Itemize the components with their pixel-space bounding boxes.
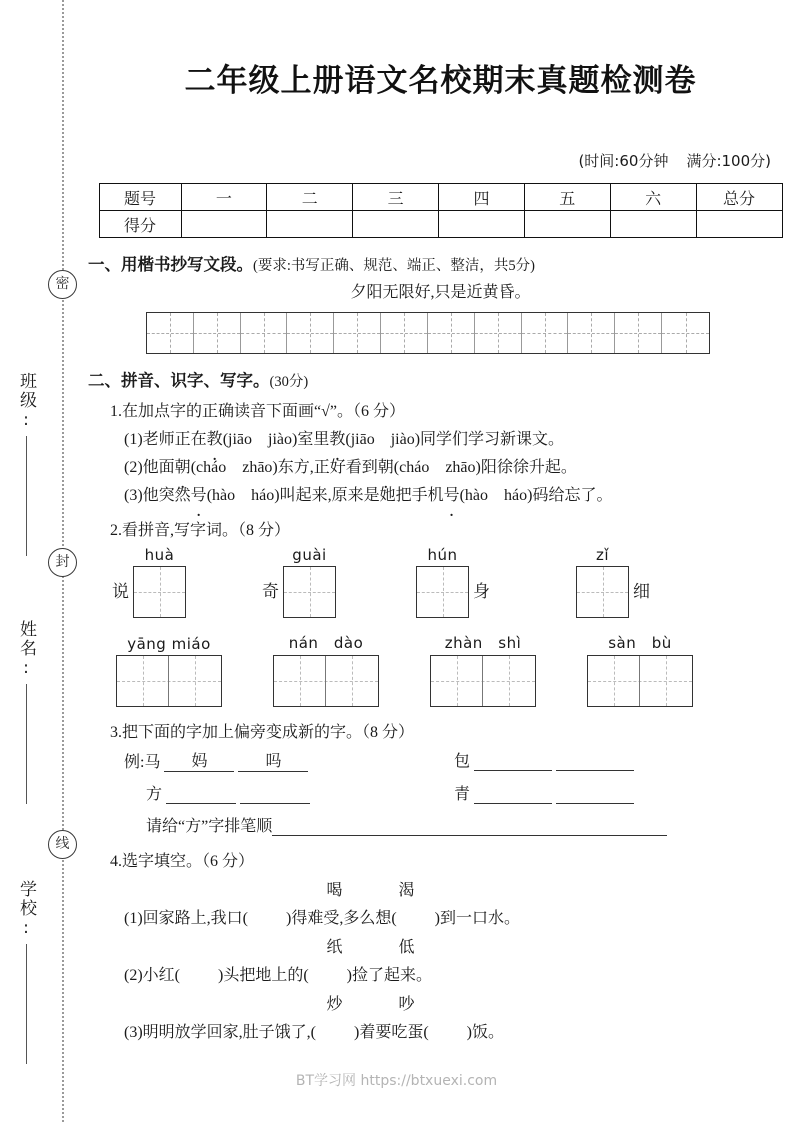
sealing-margin	[0, 0, 88, 1122]
q1-item-1-dotchar2: 教	[329, 431, 346, 448]
box-half[interactable]	[274, 656, 326, 706]
q1-item-3-options1[interactable]: (hào háo)	[206, 487, 280, 504]
q2-write-box[interactable]	[133, 566, 186, 618]
q1-item-1-dotchar1: 教	[206, 431, 223, 448]
q4-prompt: 4.选字填空。（6 分）	[110, 853, 255, 870]
q2-left-char	[568, 602, 576, 618]
grid-cell[interactable]	[241, 313, 288, 353]
q3-blank[interactable]	[474, 752, 552, 771]
grid-cell[interactable]	[522, 313, 569, 353]
q4-item-3-text3: )饭。	[466, 1024, 505, 1041]
section-1-heading	[88, 251, 793, 275]
q3-blank[interactable]	[474, 785, 552, 804]
q4-choice-b[interactable]: 渴	[398, 882, 415, 899]
field-name[interactable]	[14, 620, 39, 804]
grid-cell[interactable]	[334, 313, 381, 353]
q3-prompt: 3.把下面的字加上偏旁变成新的字。（8 分）	[110, 724, 415, 741]
q2-write-box[interactable]	[273, 655, 379, 707]
q2-write-box[interactable]	[116, 655, 222, 707]
q4-choices-3	[88, 991, 653, 1014]
section-2-title: 二、拼音、识字、写字。	[88, 371, 270, 390]
q2-write-box[interactable]	[587, 655, 693, 707]
exam-info	[88, 150, 793, 171]
q2-item	[568, 546, 654, 618]
field-class-label: 班级:	[16, 372, 36, 432]
field-name-line	[26, 684, 27, 804]
field-class[interactable]	[14, 372, 39, 556]
q2-left-char: 奇	[262, 582, 279, 601]
section-1-title: 一、用楷书抄写文段。	[88, 255, 253, 274]
section-1-passage: 夕阳无限好,只是近黄昏。	[350, 284, 531, 301]
field-school-line	[26, 944, 27, 1064]
q3-blank[interactable]	[166, 785, 236, 804]
q1-item-1-text2: 室里	[297, 431, 330, 448]
q2-right-char	[186, 602, 194, 618]
q3-blank[interactable]	[556, 752, 634, 771]
score-table	[99, 183, 783, 238]
q1-item-2-options1[interactable]: (cháo zhāo)	[190, 459, 278, 476]
q1-item-3-text3: 码给忘了。	[532, 487, 613, 504]
q4-item-2-text1: 小红(	[142, 967, 180, 984]
copy-grid-wrap	[146, 312, 793, 354]
seal-mark-mi: 密	[48, 270, 77, 299]
field-school-label: 学校:	[16, 880, 36, 940]
q1-item-2-text2: 东方,正好看到	[277, 459, 378, 476]
q1-item-2-no: (2)	[124, 459, 143, 476]
q2-write-box[interactable]	[416, 566, 469, 618]
score-cell-total[interactable]	[696, 211, 782, 238]
grid-cell[interactable]	[615, 313, 662, 353]
grid-cell[interactable]	[568, 313, 615, 353]
q4-choice-b[interactable]: 低	[398, 939, 415, 956]
q2-left-char: 说	[112, 582, 129, 601]
score-col-6: 六	[610, 184, 696, 211]
q2-item	[430, 632, 587, 707]
score-cell-1[interactable]	[181, 211, 267, 238]
field-class-line	[26, 436, 27, 556]
q3-stroke-row	[146, 813, 793, 836]
q1-item-2-options2[interactable]: (cháo zhāo)	[393, 459, 481, 476]
q1-item-1-options2[interactable]: (jiāo jiào)	[345, 431, 421, 448]
exam-sheet	[88, 0, 793, 1122]
q4-item-2	[124, 962, 793, 985]
q1-item-3-options2[interactable]: (hào háo)	[459, 487, 533, 504]
q2-pinyin: guài	[292, 546, 327, 564]
score-col-1: 一	[181, 184, 267, 211]
grid-cell[interactable]	[147, 313, 194, 353]
q1-item-1-options1[interactable]: (jiāo jiào)	[222, 431, 298, 448]
q2-write-box[interactable]	[576, 566, 629, 618]
q3-example-answer-2: 吗	[238, 748, 308, 772]
q4-item-3-blank2[interactable]	[429, 1024, 467, 1042]
q3-char-fang: 方	[146, 786, 163, 803]
table-row-scores	[99, 211, 782, 238]
exam-total-score: 满分:100分)	[686, 152, 771, 170]
q3-row-1-right	[454, 748, 634, 772]
q3-example-char: 马	[144, 754, 161, 771]
q4-item-1-text1: 回家路上,我口(	[142, 910, 248, 927]
q3-blank[interactable]	[556, 785, 634, 804]
grid-cell[interactable]	[194, 313, 241, 353]
score-col-total: 总分	[696, 184, 782, 211]
q1-item-3-dotchar1: 号	[190, 487, 207, 504]
q4-item-1-text2: )得难受,多么想(	[286, 910, 397, 927]
q3-blank[interactable]	[240, 785, 310, 804]
box-half[interactable]	[483, 656, 535, 706]
q2-right-char	[336, 602, 344, 618]
score-table-label-qno: 题号	[99, 184, 181, 211]
q2-pinyin: zhàn shì	[444, 634, 522, 652]
q3-row-1-left	[124, 748, 454, 772]
q4-item-2-text3: )捡了起来。	[346, 967, 433, 984]
q1-item-1-text1: 老师正在	[142, 431, 207, 448]
section-2-heading	[88, 367, 793, 391]
q4-item-1-text3: )到一口水。	[434, 910, 521, 927]
field-name-label: 姓名:	[16, 620, 36, 680]
q4-item-1-blank1[interactable]	[248, 910, 286, 928]
q1-item-3-dotchar2: 号	[443, 487, 460, 504]
box-half[interactable]	[640, 656, 692, 706]
q3-char-qing: 青	[454, 786, 471, 803]
q4-item-2-blank1[interactable]	[180, 967, 218, 985]
q2-prompt: 2.看拼音,写字词。（8 分）	[110, 522, 291, 539]
box-half[interactable]	[117, 656, 169, 706]
box-half[interactable]	[588, 656, 640, 706]
q2-pinyin: huà	[144, 546, 175, 564]
q2-right-char: 细	[633, 582, 650, 601]
q2-item	[108, 546, 258, 618]
q4-item-2-no: (2)	[124, 967, 143, 984]
copy-grid[interactable]	[146, 312, 710, 354]
q4-choice-a[interactable]: 喝	[326, 882, 343, 899]
q1-item-2-dotchar2: 朝	[377, 459, 394, 476]
q2-pinyin: zǐ	[595, 546, 610, 564]
box-half[interactable]	[169, 656, 221, 706]
section-2-points: (30分)	[269, 374, 309, 390]
score-col-3: 三	[353, 184, 439, 211]
q4-item-3-text1: 明明放学回家,肚子饿了,(	[142, 1024, 316, 1041]
score-col-2: 二	[267, 184, 353, 211]
q3-char-bao: 包	[454, 753, 471, 770]
q4-choices-1	[88, 877, 653, 900]
q4-item-1-no: (1)	[124, 910, 143, 927]
q2-item	[273, 632, 430, 707]
q2-item	[116, 632, 273, 707]
q2-row-2	[116, 632, 793, 707]
q2-pinyin: yāng miáo	[127, 635, 211, 653]
q2-item	[408, 546, 568, 618]
table-row-header	[99, 184, 782, 211]
q2-left-char	[408, 602, 416, 618]
score-table-label-score: 得分	[99, 211, 181, 238]
footer-watermark: BT学习网 https://btxuexi.com	[295, 1073, 498, 1089]
q2-item	[258, 546, 408, 618]
q3-row-1	[124, 748, 793, 772]
q1-item-1-no: (1)	[124, 431, 143, 448]
grid-cell[interactable]	[475, 313, 522, 353]
q3-row-2-right	[454, 781, 634, 804]
q4-item-1-blank2[interactable]	[397, 910, 435, 928]
q4-item-3-blank1[interactable]	[316, 1024, 354, 1042]
q1-item-2-text1: 他面	[142, 459, 175, 476]
q2-pinyin: sàn bù	[608, 634, 672, 652]
grid-cell[interactable]	[381, 313, 428, 353]
grid-cell[interactable]	[428, 313, 475, 353]
score-cell-6[interactable]	[610, 211, 696, 238]
q2-write-box[interactable]	[283, 566, 336, 618]
q4-item-2-blank2[interactable]	[309, 967, 347, 985]
q2-pinyin: nán dào	[288, 634, 364, 652]
section-1-points: (要求:书写正确、规范、端正、整洁，共5分)	[253, 258, 535, 274]
score-col-5: 五	[524, 184, 610, 211]
box-half[interactable]	[326, 656, 378, 706]
q2-item	[587, 632, 693, 707]
q4-item-3-text2: )着要吃蛋(	[354, 1024, 429, 1041]
q3-example-answer-1: 妈	[164, 748, 234, 772]
grid-cell[interactable]	[662, 313, 709, 353]
field-school[interactable]	[14, 880, 39, 1064]
grid-cell[interactable]	[287, 313, 334, 353]
q1-item-3-text1: 他突然	[142, 487, 191, 504]
q4-choices-2	[88, 934, 653, 957]
box-half[interactable]	[431, 656, 483, 706]
exam-time: (时间:60分钟	[578, 152, 669, 170]
q2-right-char: 身	[473, 582, 490, 601]
q1-item-2-text3: 阳徐徐升起。	[480, 459, 577, 476]
q1-item-2	[124, 454, 793, 477]
score-col-4: 四	[439, 184, 525, 211]
q3-example-label: 例:	[124, 754, 145, 771]
q3-row-2-left	[124, 781, 454, 804]
q3-stroke-prompt: 请给“方”字排笔顺	[146, 818, 273, 835]
q2-pinyin: hún	[427, 546, 458, 564]
q4-item-3-no: (3)	[124, 1024, 143, 1041]
q2-write-box[interactable]	[430, 655, 536, 707]
q4-choice-b[interactable]: 吵	[398, 996, 415, 1013]
score-cell-3[interactable]	[353, 211, 439, 238]
score-cell-2[interactable]	[267, 211, 353, 238]
seal-mark-feng: 封	[48, 548, 77, 577]
q2-row-1	[108, 546, 793, 618]
q4-choice-a[interactable]: 炒	[326, 996, 343, 1013]
q3-row-2	[124, 781, 793, 804]
seal-mark-xian: 线	[48, 830, 77, 859]
page-title: 二年级上册语文名校期末真题检测卷	[184, 63, 697, 99]
q1-item-3	[124, 482, 793, 505]
q1-item-2-dotchar1: 朝	[174, 459, 191, 476]
q4-item-2-text2: )头把地上的(	[218, 967, 309, 984]
q1-prompt: 1.在加点字的正确读音下面画“√”。（6 分）	[110, 403, 405, 420]
q1-item-3-no: (3)	[124, 487, 143, 504]
q4-item-3	[124, 1019, 793, 1042]
q4-choice-a[interactable]: 纸	[326, 939, 343, 956]
score-cell-5[interactable]	[524, 211, 610, 238]
score-cell-4[interactable]	[439, 211, 525, 238]
q1-item-1	[124, 426, 793, 449]
q4-item-1	[124, 905, 793, 928]
q1-item-3-text2: 叫起来,原来是她把手机	[279, 487, 444, 504]
q1-item-1-text3: 同学们学习新课文。	[420, 431, 565, 448]
q3-stroke-blank[interactable]	[272, 817, 667, 836]
